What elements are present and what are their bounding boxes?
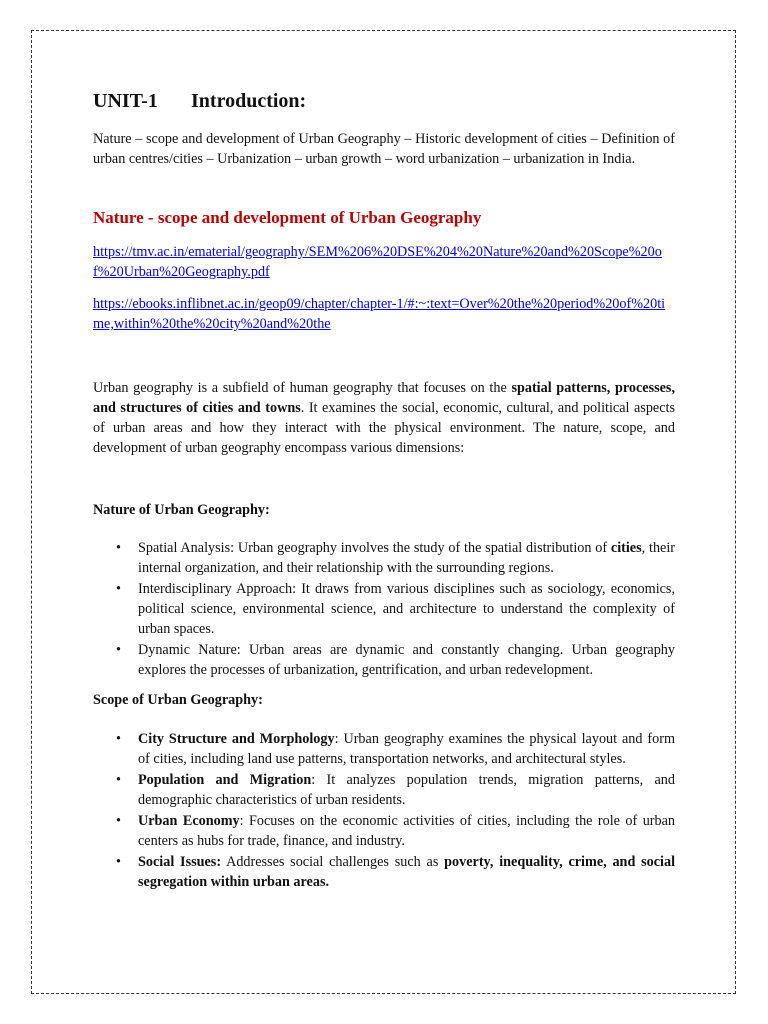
body-bold-1: spatial patterns, processes, and structures of cities and towns xyxy=(93,380,675,416)
list-item xyxy=(138,852,675,892)
item-text: : It analyzes population trends, migration patterns, and demographic characteristics of urban residents. xyxy=(138,772,675,808)
body-text-2: . It examines the social, economic, cultural, and political aspects of urban areas and how they interact with the physical environment. The nature, scope, and development of urban geography encompass various dimensions: xyxy=(93,400,675,456)
item-bold: Urban Economy xyxy=(138,813,240,829)
body-paragraph xyxy=(93,378,675,458)
body-text-1: Urban geography is a subfield of human geography that focuses on the xyxy=(93,380,512,396)
item-text: Dynamic Nature: Urban areas are dynamic and constantly changing. Urban geography explores the processes of urbanization, gentrification, and urban redevelopment. xyxy=(138,642,675,678)
document-content xyxy=(93,84,675,893)
item-text: Interdisciplinary Approach: It draws from various disciplines such as sociology, economics, political science, environmental science, and architecture to understand the complexity of urban spaces. xyxy=(138,581,675,637)
item-bold: Population and Migration xyxy=(138,772,312,788)
unit-label: UNIT-1 xyxy=(93,90,158,112)
scope-heading: Scope of Urban Geography: xyxy=(93,692,263,708)
list-item xyxy=(138,729,675,769)
reference-link-2[interactable]: https://ebooks.inflibnet.ac.in/geop09/chapter/chapter-1/#:~:text=Over%20the%20period%20of%20time,within%20the%20city%20and%20the xyxy=(93,296,666,332)
section-heading: Nature - scope and development of Urban Geography xyxy=(93,208,482,227)
item-text: , their internal organization, and their relationship with the surrounding regions. xyxy=(138,540,676,576)
item-text: Spatial Analysis: Urban geography involves the study of the spatial distribution of xyxy=(138,540,611,556)
unit-title: Introduction: xyxy=(191,90,307,112)
reference-link-1[interactable]: https://tmv.ac.in/ematerial/geography/SEM%206%20DSE%204%20Nature%20and%20Scope%20of%20Urban%20Geography.pdf xyxy=(93,244,662,280)
list-item xyxy=(138,579,675,639)
scope-list xyxy=(93,729,675,892)
item-text: Addresses social challenges such as xyxy=(221,854,445,870)
list-item xyxy=(138,538,675,578)
item-text: : Focuses on the economic activities of cities, including the role of urban centers as hubs for trade, finance, and industry. xyxy=(138,813,675,849)
unit-heading xyxy=(93,84,675,118)
item-text: : Urban geography examines the physical layout and form of cities, including land use patterns, transportation networks, and architectural styles. xyxy=(138,731,675,767)
item-bold: Social Issues: xyxy=(138,854,222,870)
intro-paragraph: Nature – scope and development of Urban Geography – Historic development of cities – Definition of urban centres/cities – Urbanization – urban growth – word urbanization – urbanization in India. xyxy=(93,131,675,167)
item-bold: City Structure and Morphology xyxy=(138,731,335,747)
item-bold: cities xyxy=(610,540,642,556)
nature-list xyxy=(93,538,675,680)
list-item xyxy=(138,811,675,851)
nature-heading: Nature of Urban Geography: xyxy=(93,502,270,518)
list-item xyxy=(138,770,675,810)
list-item xyxy=(138,640,675,680)
item-bold: poverty, inequality, crime, and social segregation within urban areas. xyxy=(138,854,676,890)
